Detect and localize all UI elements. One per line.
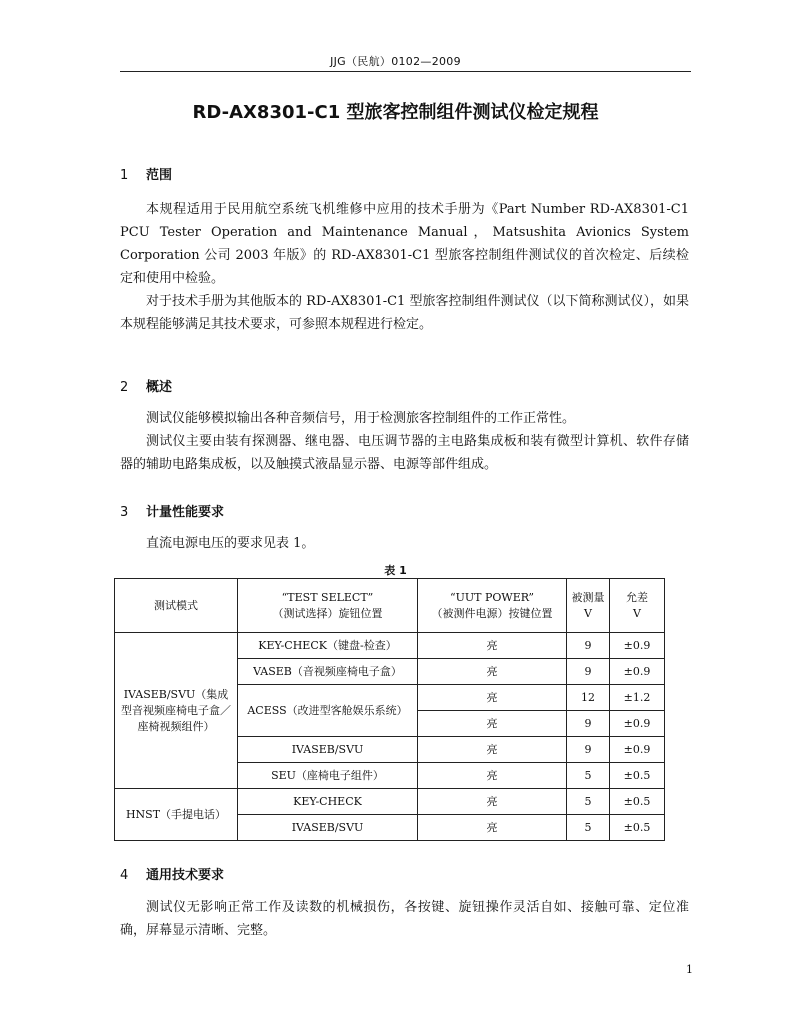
select-cell: SEU（座椅电子组件） bbox=[238, 763, 418, 789]
power-cell: 亮 bbox=[418, 763, 567, 789]
paragraph: 对于技术手册为其他版本的 RD-AX8301-C1 型旅客控制组件测试仪（以下简称测试仪），如果本规程能够满足其技术要求，可参照本规程进行检定。 bbox=[120, 294, 689, 332]
header-divider bbox=[120, 71, 691, 72]
paragraph: 直流电源电压的要求见表 1。 bbox=[146, 536, 315, 551]
value-cell: 9 bbox=[567, 711, 610, 737]
value-cell: 5 bbox=[567, 763, 610, 789]
select-cell: KEY-CHECK（键盘-检查） bbox=[238, 633, 418, 659]
power-cell: 亮 bbox=[418, 659, 567, 685]
section-1-heading bbox=[120, 164, 172, 183]
tolerance-cell: ±0.9 bbox=[610, 633, 665, 659]
power-cell: 亮 bbox=[418, 789, 567, 815]
tolerance-cell: ±1.2 bbox=[610, 685, 665, 711]
select-cell: IVASEB/SVU bbox=[238, 815, 418, 841]
section-title: 计量性能要求 bbox=[146, 505, 225, 520]
tolerance-cell: ±0.5 bbox=[610, 789, 665, 815]
section-title: 通用技术要求 bbox=[146, 868, 225, 883]
tolerance-cell: ±0.9 bbox=[610, 737, 665, 763]
mode-cell-ivaseb: IVASEB/SVU（集成型音视频座椅电子盒／座椅视频组件） bbox=[115, 633, 238, 789]
tolerance-cell: ±0.9 bbox=[610, 711, 665, 737]
paragraph: 测试仪能够模拟输出各种音频信号，用于检测旅客控制组件的工作正常性。 bbox=[146, 411, 576, 426]
section-title: 概述 bbox=[146, 380, 173, 395]
power-cell: 亮 bbox=[418, 633, 567, 659]
paragraph: 本规程适用于民用航空系统飞机维修中应用的技术手册为《Part Number RD-AX8301-C1 PCU Tester Operation and Maintenance Manual，Matsushita Avionics System Corporation 公司 2003 年版》的 RD-AX8301-C1 型旅客控制组件测试仪的首次检定、后续检定和使用中检验。 bbox=[120, 202, 689, 286]
section-title: 范围 bbox=[146, 168, 173, 183]
section-4-body bbox=[120, 896, 689, 942]
power-cell: 亮 bbox=[418, 685, 567, 711]
value-cell: 9 bbox=[567, 633, 610, 659]
select-cell: VASEB（音视频座椅电子盒） bbox=[238, 659, 418, 685]
mode-cell-hnst: HNST（手提电话） bbox=[115, 789, 238, 841]
section-2-heading bbox=[120, 376, 172, 395]
select-cell: ACESS（改进型客舱娱乐系统） bbox=[238, 685, 418, 737]
paragraph: 测试仪主要由装有探测器、继电器、电压调节器的主电路集成板和装有微型计算机、软件存储器的辅助电路集成板，以及触摸式液晶显示器、电源等部件组成。 bbox=[120, 434, 689, 472]
select-cell: IVASEB/SVU bbox=[238, 737, 418, 763]
header-mode: 测试模式 bbox=[115, 579, 238, 633]
page-title: RD-AX8301-C1 型旅客控制组件测试仪检定规程 bbox=[192, 102, 599, 123]
value-cell: 5 bbox=[567, 789, 610, 815]
table-row bbox=[115, 633, 665, 659]
header-measured: 被测量 V bbox=[567, 579, 610, 633]
header-uut-power: “UUT POWER” （被测件电源）按键位置 bbox=[418, 579, 567, 633]
power-cell: 亮 bbox=[418, 815, 567, 841]
tolerance-cell: ±0.5 bbox=[610, 763, 665, 789]
section-3-body bbox=[120, 532, 689, 555]
section-number: 4 bbox=[120, 868, 129, 883]
value-cell: 12 bbox=[567, 685, 610, 711]
section-3-heading bbox=[120, 501, 224, 520]
tolerance-cell: ±0.9 bbox=[610, 659, 665, 685]
value-cell: 5 bbox=[567, 815, 610, 841]
section-2-body bbox=[120, 407, 689, 476]
tolerance-cell: ±0.5 bbox=[610, 815, 665, 841]
voltage-table bbox=[114, 578, 665, 841]
header-test-select: “TEST SELECT” （测试选择）旋钮位置 bbox=[238, 579, 418, 633]
running-header: JJG（民航）0102—2009 bbox=[330, 55, 461, 68]
value-cell: 9 bbox=[567, 737, 610, 763]
table-row bbox=[115, 789, 665, 815]
section-number: 1 bbox=[120, 168, 129, 183]
power-cell: 亮 bbox=[418, 711, 567, 737]
section-1-body bbox=[120, 198, 689, 336]
table-header-row bbox=[115, 579, 665, 633]
paragraph: 测试仪无影响正常工作及读数的机械损伤，各按键、旋钮操作灵活自如、接触可靠、定位准确，屏幕显示清晰、完整。 bbox=[120, 900, 689, 938]
select-cell: KEY-CHECK bbox=[238, 789, 418, 815]
page-number: 1 bbox=[686, 963, 693, 976]
header-tolerance: 允差 V bbox=[610, 579, 665, 633]
section-number: 2 bbox=[120, 380, 129, 395]
section-4-heading bbox=[120, 864, 224, 883]
value-cell: 9 bbox=[567, 659, 610, 685]
section-number: 3 bbox=[120, 505, 129, 520]
table-caption: 表 1 bbox=[384, 564, 407, 577]
power-cell: 亮 bbox=[418, 737, 567, 763]
